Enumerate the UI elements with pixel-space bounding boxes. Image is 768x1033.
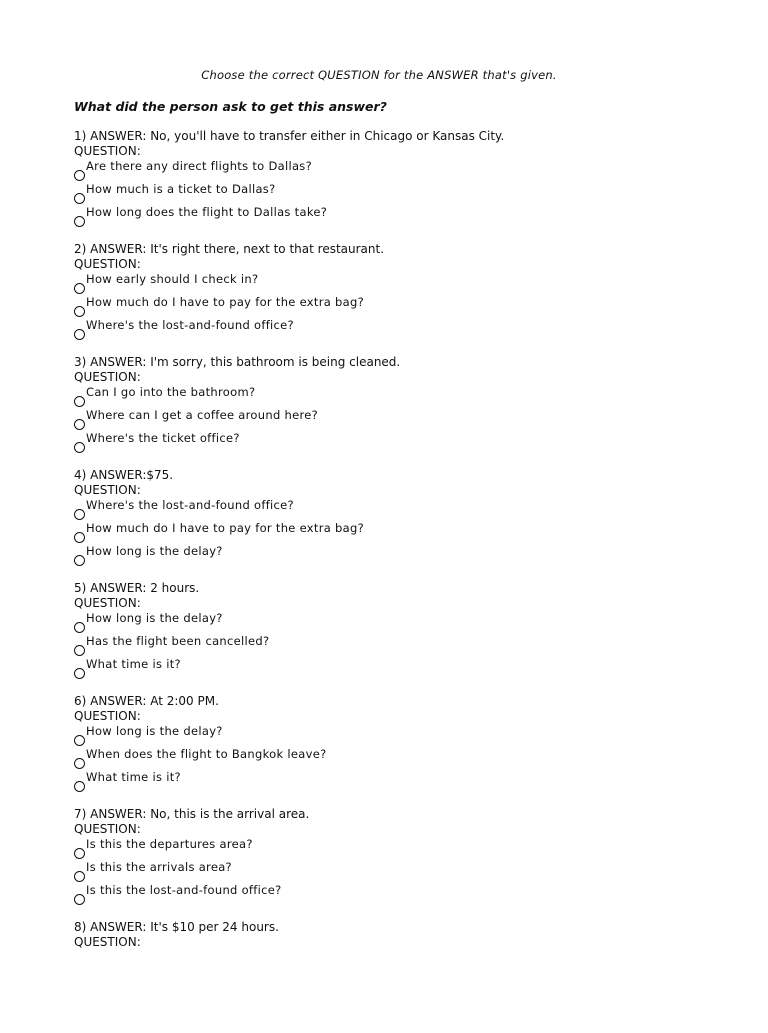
- option-7a[interactable]: [74, 837, 754, 860]
- question-label: QUESTION:: [74, 935, 141, 949]
- option-3b[interactable]: [74, 408, 754, 431]
- option-1c[interactable]: [74, 205, 754, 228]
- option-label: How much do I have to pay for the extra bag?: [86, 295, 364, 309]
- option-label: How long is the delay?: [86, 611, 223, 625]
- radio-button[interactable]: [74, 555, 85, 566]
- radio-button[interactable]: [74, 735, 85, 746]
- option-label: How much is a ticket to Dallas?: [86, 182, 276, 196]
- radio-button[interactable]: [74, 622, 85, 633]
- answer-text: 8) ANSWER: It's $10 per 24 hours.: [74, 920, 279, 934]
- radio-button[interactable]: [74, 871, 85, 882]
- option-label: What time is it?: [86, 770, 181, 784]
- option-4a[interactable]: [74, 498, 754, 521]
- question-block-4: [74, 468, 754, 581]
- answer-text: 3) ANSWER: I'm sorry, this bathroom is being cleaned.: [74, 355, 401, 369]
- question-block-2: [74, 242, 754, 355]
- option-label: Where's the lost-and-found office?: [86, 318, 294, 332]
- worksheet-heading: What did the person ask to get this answer?: [74, 99, 387, 114]
- radio-button[interactable]: [74, 283, 85, 294]
- option-label: Is this the arrivals area?: [86, 860, 232, 874]
- option-label: Can I go into the bathroom?: [86, 385, 256, 399]
- radio-button[interactable]: [74, 758, 85, 769]
- option-2c[interactable]: [74, 318, 754, 341]
- option-2a[interactable]: [74, 272, 754, 295]
- option-label: Are there any direct flights to Dallas?: [86, 159, 312, 173]
- answer-text: 6) ANSWER: At 2:00 PM.: [74, 694, 219, 708]
- radio-button[interactable]: [74, 419, 85, 430]
- question-block-3: [74, 355, 754, 468]
- question-block-8: [74, 920, 754, 1033]
- radio-button[interactable]: [74, 329, 85, 340]
- answer-text: 1) ANSWER: No, you'll have to transfer either in Chicago or Kansas City.: [74, 129, 505, 143]
- option-6c[interactable]: [74, 770, 754, 793]
- option-label: What time is it?: [86, 657, 181, 671]
- option-6b[interactable]: [74, 747, 754, 770]
- question-label: QUESTION:: [74, 596, 141, 610]
- option-label: How long does the flight to Dallas take?: [86, 205, 328, 219]
- option-3a[interactable]: [74, 385, 754, 408]
- question-label: QUESTION:: [74, 709, 141, 723]
- answer-text: 7) ANSWER: No, this is the arrival area.: [74, 807, 310, 821]
- question-list: [74, 129, 754, 1033]
- option-label: How early should I check in?: [86, 272, 259, 286]
- option-3c[interactable]: [74, 431, 754, 454]
- radio-button[interactable]: [74, 848, 85, 859]
- answer-text: 4) ANSWER:$75.: [74, 468, 174, 482]
- option-label: Has the flight been cancelled?: [86, 634, 270, 648]
- option-label: How much do I have to pay for the extra bag?: [86, 521, 364, 535]
- option-5c[interactable]: [74, 657, 754, 680]
- instruction-text: Choose the correct QUESTION for the ANSWER that's given.: [201, 68, 557, 82]
- option-7c[interactable]: [74, 883, 754, 906]
- question-label: QUESTION:: [74, 483, 141, 497]
- answer-text: 5) ANSWER: 2 hours.: [74, 581, 200, 595]
- question-block-7: [74, 807, 754, 920]
- option-4c[interactable]: [74, 544, 754, 567]
- radio-button[interactable]: [74, 170, 85, 181]
- option-label: How long is the delay?: [86, 724, 223, 738]
- option-6a[interactable]: [74, 724, 754, 747]
- option-2b[interactable]: [74, 295, 754, 318]
- radio-button[interactable]: [74, 216, 85, 227]
- option-label: How long is the delay?: [86, 544, 223, 558]
- answer-text: 2) ANSWER: It's right there, next to that restaurant.: [74, 242, 385, 256]
- option-7b[interactable]: [74, 860, 754, 883]
- radio-button[interactable]: [74, 306, 85, 317]
- radio-button[interactable]: [74, 645, 85, 656]
- radio-button[interactable]: [74, 532, 85, 543]
- option-label: Where's the ticket office?: [86, 431, 240, 445]
- question-block-6: [74, 694, 754, 807]
- radio-button[interactable]: [74, 894, 85, 905]
- option-1a[interactable]: [74, 159, 754, 182]
- radio-button[interactable]: [74, 509, 85, 520]
- option-label: Where's the lost-and-found office?: [86, 498, 294, 512]
- question-label: QUESTION:: [74, 144, 141, 158]
- question-block-1: [74, 129, 754, 242]
- option-label: Is this the lost-and-found office?: [86, 883, 282, 897]
- option-5b[interactable]: [74, 634, 754, 657]
- question-label: QUESTION:: [74, 822, 141, 836]
- question-block-5: [74, 581, 754, 694]
- option-5a[interactable]: [74, 611, 754, 634]
- radio-button[interactable]: [74, 781, 85, 792]
- option-label: Where can I get a coffee around here?: [86, 408, 319, 422]
- question-label: QUESTION:: [74, 370, 141, 384]
- option-label: Is this the departures area?: [86, 837, 253, 851]
- option-4b[interactable]: [74, 521, 754, 544]
- radio-button[interactable]: [74, 396, 85, 407]
- option-1b[interactable]: [74, 182, 754, 205]
- radio-button[interactable]: [74, 668, 85, 679]
- question-label: QUESTION:: [74, 257, 141, 271]
- option-label: When does the flight to Bangkok leave?: [86, 747, 327, 761]
- radio-button[interactable]: [74, 442, 85, 453]
- radio-button[interactable]: [74, 193, 85, 204]
